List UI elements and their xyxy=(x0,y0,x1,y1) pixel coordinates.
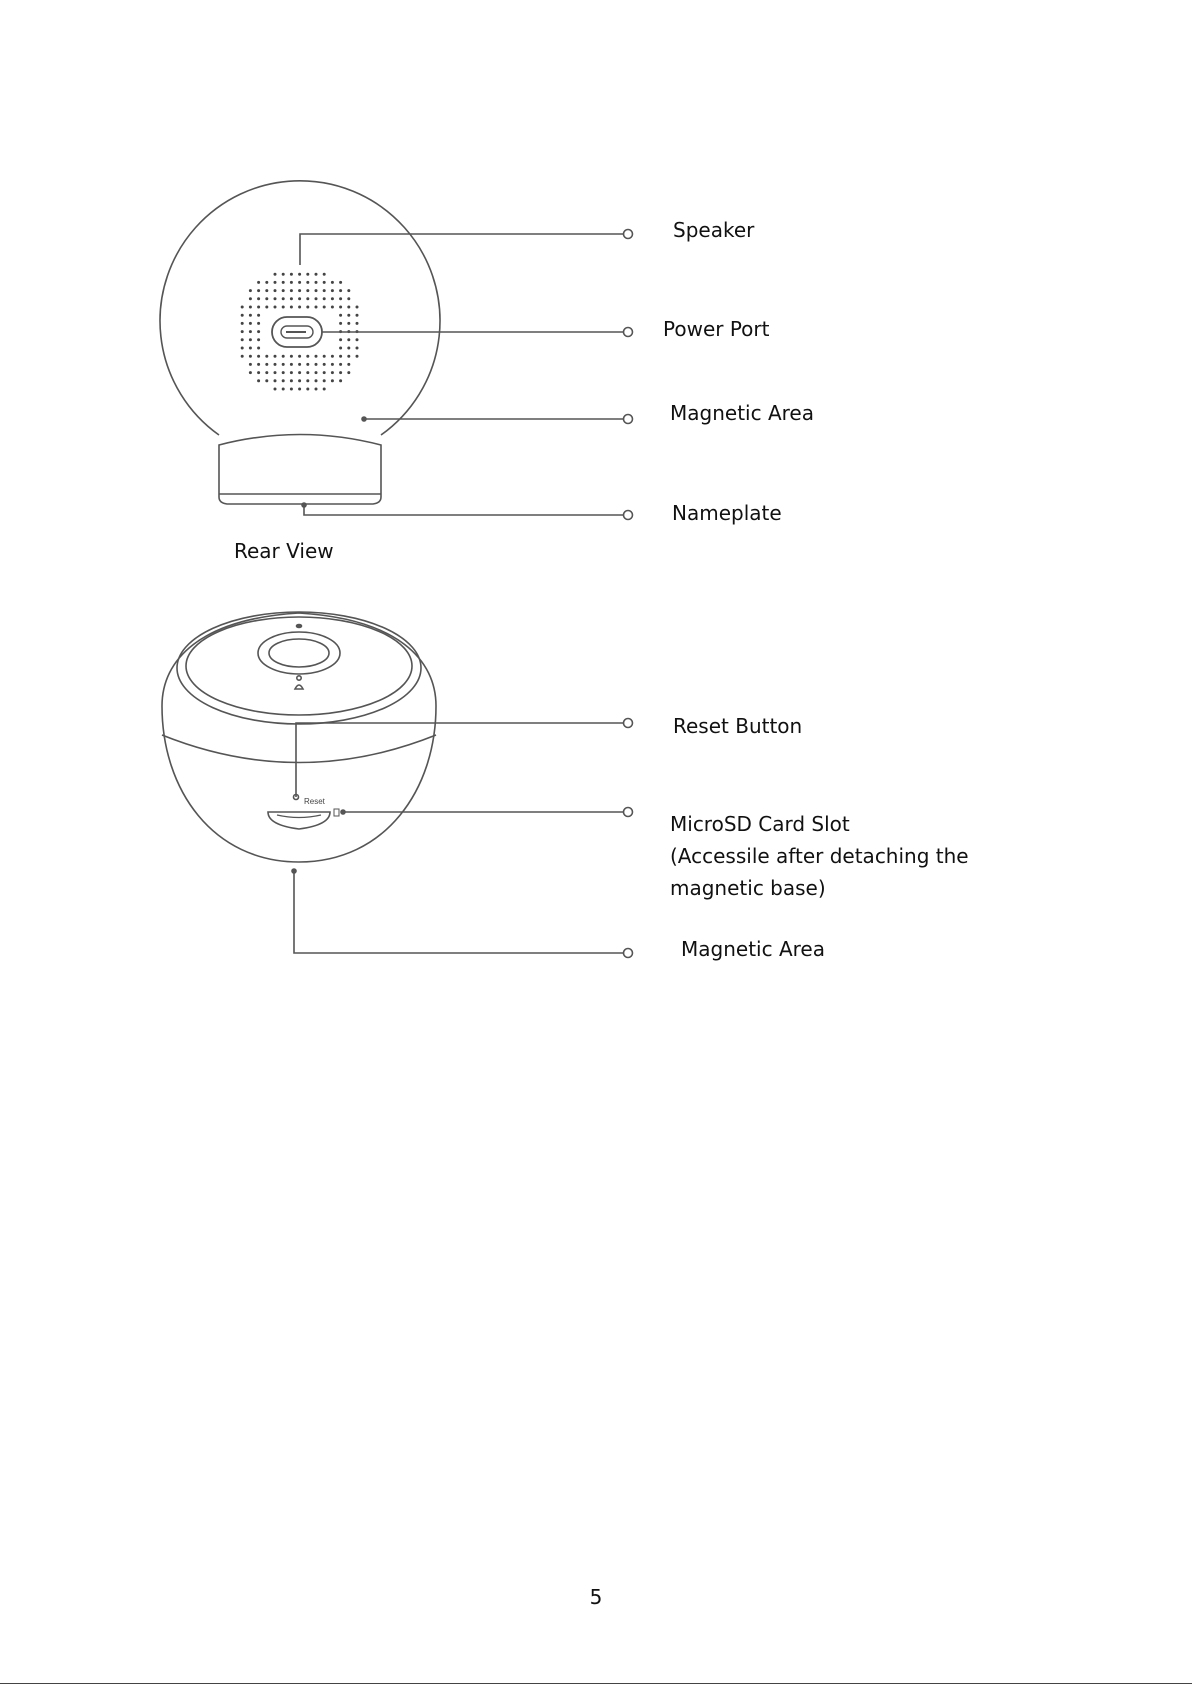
bottom-rule xyxy=(0,1683,1192,1684)
leader-magnetic-area-front xyxy=(292,869,633,958)
rear-view-device-outline xyxy=(160,181,440,504)
leader-speaker xyxy=(300,230,633,266)
label-nameplate: Nameplate xyxy=(672,501,782,525)
label-reset-button: Reset Button xyxy=(673,714,803,738)
reset-marking: Reset xyxy=(304,797,325,806)
leader-power-port xyxy=(322,328,633,337)
leader-nameplate xyxy=(302,503,633,520)
page-number: 5 xyxy=(589,1585,603,1609)
label-microsd-line1: MicroSD Card Slot xyxy=(670,812,850,836)
front-view-device-outline xyxy=(162,612,436,862)
leader-microsd-slot xyxy=(341,808,633,817)
label-speaker: Speaker xyxy=(673,218,755,242)
label-magnetic-area-front: Magnetic Area xyxy=(681,937,825,961)
label-microsd-line3: magnetic base) xyxy=(670,876,826,900)
label-magnetic-area-rear: Magnetic Area xyxy=(670,401,814,425)
power-port-icon xyxy=(272,317,322,347)
rear-view-caption: Rear View xyxy=(234,539,334,563)
label-power-port: Power Port xyxy=(663,317,770,341)
label-microsd-line2: (Accessile after detaching the xyxy=(670,844,969,868)
